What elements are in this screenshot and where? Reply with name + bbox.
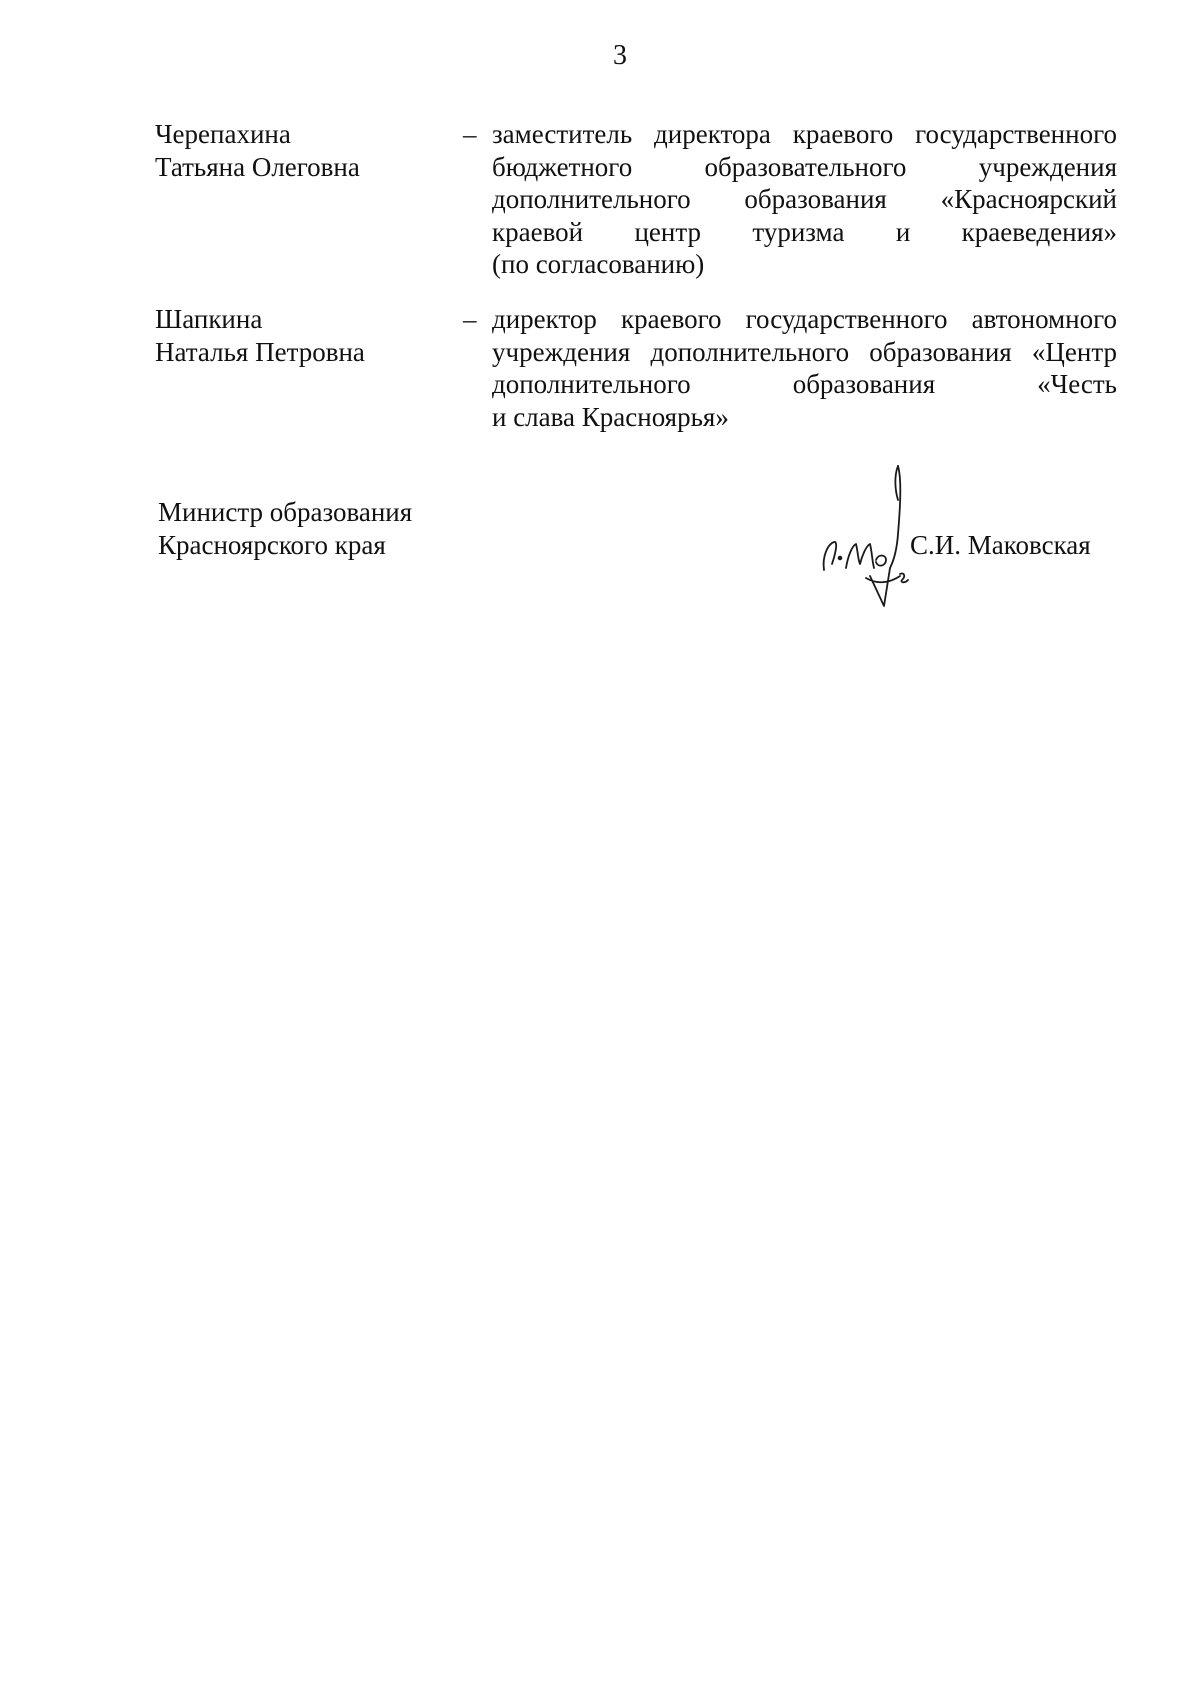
- signer-title: [158, 496, 412, 562]
- member-given-names: Наталья Петровна: [155, 337, 365, 367]
- signer-title-line: Министр образования: [158, 497, 413, 527]
- position-line: бюджетного образовательного учреждения: [492, 151, 1117, 182]
- member-surname: Черепахина: [155, 119, 291, 149]
- signer-title-line: Красноярского края: [158, 530, 386, 560]
- signer-name: С.И. Маковская: [910, 530, 1091, 560]
- page-number: 3: [613, 40, 627, 71]
- member-position: [492, 118, 1117, 281]
- position-line: дополнительного образования «Красноярский: [492, 184, 1117, 214]
- member-position: [492, 303, 1117, 433]
- signature-block: [0, 496, 1200, 616]
- entry-dash: –: [463, 119, 477, 149]
- position-line: заместитель директора краевого государственного: [492, 119, 1117, 149]
- member-name: [155, 303, 455, 369]
- member-surname: Шапкина: [155, 304, 263, 334]
- position-line: учреждения дополнительного образования «Центр: [492, 336, 1117, 367]
- member-name: [155, 118, 455, 184]
- position-line: и слава Красноярья»: [492, 401, 729, 432]
- position-line: дополнительного образования «Честь: [492, 369, 1117, 399]
- member-given-names: Татьяна Олеговна: [155, 152, 360, 182]
- position-line: директор краевого государственного автономного: [492, 304, 1117, 334]
- position-line: (по согласованию): [492, 249, 705, 279]
- position-line: краевой центр туризма и краеведения»: [492, 216, 1117, 247]
- entry-dash: –: [463, 304, 477, 334]
